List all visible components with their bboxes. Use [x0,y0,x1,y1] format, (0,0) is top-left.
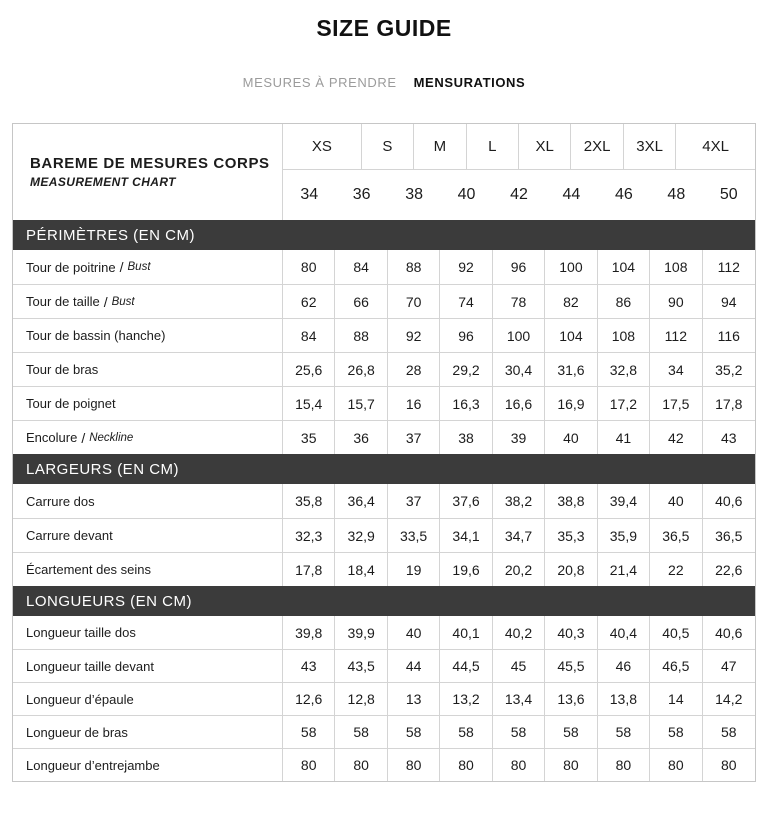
measurement-row [13,518,755,552]
measurement-value: 62 [283,285,335,318]
measurement-value: 108 [598,319,650,352]
label-separator: / [103,293,108,310]
measurement-value: 112 [650,319,702,352]
measurement-value: 39,8 [283,616,335,649]
measurement-value: 38,2 [493,484,545,518]
page-title: SIZE GUIDE [316,15,452,41]
measurement-value: 25,6 [283,353,335,386]
measurement-value: 112 [717,259,740,275]
measurement-value: 31,6 [545,353,597,386]
measurement-value: 42 [650,421,702,454]
measurement-row [13,649,755,682]
measurement-value: 21,4 [598,553,650,586]
measurement-value: 100 [545,250,597,284]
measurement-row [13,682,755,715]
measurement-value: 40 [650,484,702,518]
measurement-value: 40,3 [545,616,597,649]
row-label: Tour de poitrine [26,259,116,275]
measurement-value: 92 [440,250,492,284]
measurement-value: 36 [335,421,387,454]
measurement-row [13,616,755,649]
section-header [13,220,755,250]
measurement-value: 40,1 [440,616,492,649]
measurement-value: 37,6 [440,484,492,518]
measurement-value: 80 [283,749,335,781]
measurement-value: 80 [283,250,335,284]
measurement-value: 66 [335,285,387,318]
measurement-row [13,284,755,318]
measurement-value: 74 [440,285,492,318]
size-letter-3xl: 3XL [624,124,676,169]
table-title: BAREME DE MESURES CORPS [30,155,270,172]
measurement-value: 40 [388,616,440,649]
size-letter-m: M [414,124,466,169]
section-rows [13,484,755,586]
measurement-value: 13,2 [440,683,492,715]
measurement-value: 80 [720,757,737,773]
size-numbers-row [283,170,755,219]
measurement-value: 17,8 [715,395,743,412]
measurement-row [13,250,755,284]
size-letter-xs: XS [283,124,362,169]
row-label: Encolure [26,430,78,445]
measurement-value: 12,8 [335,683,387,715]
measurement-value: 35 [283,421,335,454]
measurement-value: 19 [388,553,440,586]
section-title: LONGUEURS (EN CM) [26,592,193,610]
table-body [13,220,755,781]
label-separator: / [81,429,86,446]
section-rows [13,250,755,454]
measurement-value: 35,3 [545,519,597,552]
measurement-value: 34,7 [493,519,545,552]
measurement-value: 58 [388,716,440,748]
measurement-row [13,318,755,352]
measurement-value: 96 [440,319,492,352]
measurement-row [13,552,755,586]
measurement-value: 80 [493,749,545,781]
measurement-value: 16,6 [493,387,545,420]
measurement-value: 46,5 [650,650,702,682]
row-label: Tour de poignet [26,396,116,411]
measurement-value: 34 [650,353,702,386]
measurement-value: 35,8 [283,484,335,518]
measurement-value: 37 [388,421,440,454]
row-label-cell [13,616,283,649]
measurement-row [13,386,755,420]
measurement-value: 41 [598,421,650,454]
measurement-value: 44,5 [440,650,492,682]
size-columns-header [283,124,755,220]
measurement-value: 16,9 [545,387,597,420]
measurement-value: 40,6 [715,624,743,641]
measurement-value: 18,4 [335,553,387,586]
measurement-value: 17,2 [598,387,650,420]
measurement-value: 80 [545,749,597,781]
row-alt-label: Bust [127,261,151,273]
row-label-cell [13,553,283,586]
size-guide-tabs [0,75,768,90]
measurement-value: 82 [545,285,597,318]
measurement-value: 58 [335,716,387,748]
size-letter-l: L [467,124,519,169]
measurement-value: 40,6 [715,493,743,509]
measurement-value: 96 [493,250,545,284]
size-letter-xl: XL [519,124,571,169]
measurement-value: 13,6 [545,683,597,715]
row-label: Longueur taille dos [26,625,136,640]
measurement-value: 86 [598,285,650,318]
measurement-row [13,484,755,518]
measurement-value: 80 [388,749,440,781]
measurement-value: 38,8 [545,484,597,518]
measurement-value: 15,7 [335,387,387,420]
row-label-cell [13,519,283,552]
row-label-cell [13,650,283,682]
size-letter-s: S [362,124,414,169]
measurement-value: 20,2 [493,553,545,586]
measurement-value: 36,5 [650,519,702,552]
measurement-value: 84 [283,319,335,352]
measurement-value: 92 [388,319,440,352]
tab-mesures-a-prendre[interactable]: MESURES À PRENDRE [242,75,397,90]
measurement-value: 12,6 [283,683,335,715]
measurement-value: 14 [650,683,702,715]
section-rows [13,616,755,781]
measurement-value: 26,8 [335,353,387,386]
measurement-value: 78 [493,285,545,318]
size-letters-row [283,124,755,170]
measurement-value: 38 [440,421,492,454]
measurement-value: 33,5 [388,519,440,552]
table-corner-cell [13,124,283,220]
measurement-value: 43 [720,429,737,446]
measurement-value: 58 [283,716,335,748]
size-letter-2xl: 2XL [571,124,623,169]
row-label: Longueur d’épaule [26,691,134,707]
measurement-value: 30,4 [493,353,545,386]
measurement-value: 28 [388,353,440,386]
row-label: Tour de bras [26,362,99,377]
row-label: Tour de bassin (hanche) [26,328,166,343]
measurement-value: 45 [493,650,545,682]
row-label-cell [13,250,283,284]
measurement-value: 80 [440,749,492,781]
measurement-value: 43,5 [335,650,387,682]
table-subtitle: MEASUREMENT CHART [30,175,176,189]
measurement-value: 35,2 [715,361,743,378]
measurement-value: 47 [720,658,737,674]
row-label: Longueur d’entrejambe [26,757,160,773]
measurement-value: 94 [720,293,737,310]
measurement-row [13,420,755,454]
measurement-value: 13 [388,683,440,715]
measurement-value: 36,4 [335,484,387,518]
size-number-38: 38 [405,185,423,203]
row-label-cell [13,387,283,420]
measurement-value: 39,4 [598,484,650,518]
size-number-48: 48 [667,185,686,203]
measurement-value: 104 [545,319,597,352]
row-label: Carrure dos [26,493,95,509]
row-alt-label: Bust [111,295,135,308]
row-label-cell [13,353,283,386]
tab-mensurations[interactable]: MENSURATIONS [413,75,526,90]
measurement-value: 17,5 [650,387,702,420]
section-header [13,454,755,484]
row-label-cell [13,319,283,352]
row-label: Tour de taille [26,294,100,309]
row-label-cell [13,749,283,781]
measurement-value: 40,2 [493,616,545,649]
measurement-value: 39 [493,421,545,454]
measurement-value: 58 [650,716,702,748]
size-letter-4xl: 4XL [702,138,729,155]
row-label-cell [13,683,283,715]
measurement-value: 40 [545,421,597,454]
row-alt-label: Neckline [89,431,134,444]
measurement-value: 32,3 [283,519,335,552]
measurement-value: 16 [388,387,440,420]
row-label-cell [13,285,283,318]
measurement-value: 108 [650,250,702,284]
section-header [13,586,755,616]
row-label-cell [13,716,283,748]
measurement-value: 90 [650,285,702,318]
measurement-value: 16,3 [440,387,492,420]
measurement-value: 32,9 [335,519,387,552]
measurement-value: 20,8 [545,553,597,586]
size-number-34: 34 [300,185,319,203]
size-number-42: 42 [510,185,528,203]
measurement-value: 58 [493,716,545,748]
measurement-value: 43 [283,650,335,682]
section-title: LARGEURS (EN CM) [26,460,180,478]
measurement-value: 17,8 [283,553,335,586]
measurement-value: 80 [598,749,650,781]
measurement-value: 40,5 [650,616,702,649]
measurement-chart-table [12,123,756,782]
measurement-value: 104 [598,250,650,284]
measurement-value: 80 [335,749,387,781]
table-header [13,124,755,220]
size-number-44: 44 [562,185,581,203]
measurement-value: 58 [440,716,492,748]
measurement-value: 88 [335,319,387,352]
size-number-36: 36 [352,185,371,203]
row-label: Longueur de bras [26,724,128,740]
measurement-value: 45,5 [545,650,597,682]
row-label: Longueur taille devant [26,658,154,674]
measurement-row [13,352,755,386]
size-number-40: 40 [457,185,476,203]
label-separator: / [119,259,124,275]
measurement-value: 13,8 [598,683,650,715]
measurement-value: 46 [598,650,650,682]
measurement-value: 36,5 [715,527,743,544]
measurement-value: 116 [717,327,740,344]
measurement-value: 22,6 [715,561,743,578]
size-number-50: 50 [719,185,738,203]
row-label: Carrure devant [26,528,113,543]
measurement-value: 40,4 [598,616,650,649]
measurement-value: 84 [335,250,387,284]
row-label-cell [13,421,283,454]
measurement-value: 58 [720,724,737,740]
measurement-value: 14,2 [715,691,743,707]
measurement-value: 100 [493,319,545,352]
measurement-value: 58 [545,716,597,748]
measurement-value: 44 [388,650,440,682]
measurement-value: 19,6 [440,553,492,586]
measurement-value: 29,2 [440,353,492,386]
measurement-row [13,715,755,748]
measurement-value: 22 [650,553,702,586]
measurement-value: 80 [650,749,702,781]
measurement-row [13,748,755,781]
measurement-value: 32,8 [598,353,650,386]
measurement-value: 37 [388,484,440,518]
measurement-value: 34,1 [440,519,492,552]
measurement-value: 13,4 [493,683,545,715]
measurement-value: 58 [598,716,650,748]
measurement-value: 15,4 [283,387,335,420]
size-number-46: 46 [614,185,633,203]
section-title: PÉRIMÈTRES (EN CM) [26,226,196,244]
measurement-value: 88 [388,250,440,284]
row-label: Écartement des seins [26,562,152,577]
measurement-value: 35,9 [598,519,650,552]
row-label-cell [13,484,283,518]
measurement-value: 70 [388,285,440,318]
measurement-value: 39,9 [335,616,387,649]
